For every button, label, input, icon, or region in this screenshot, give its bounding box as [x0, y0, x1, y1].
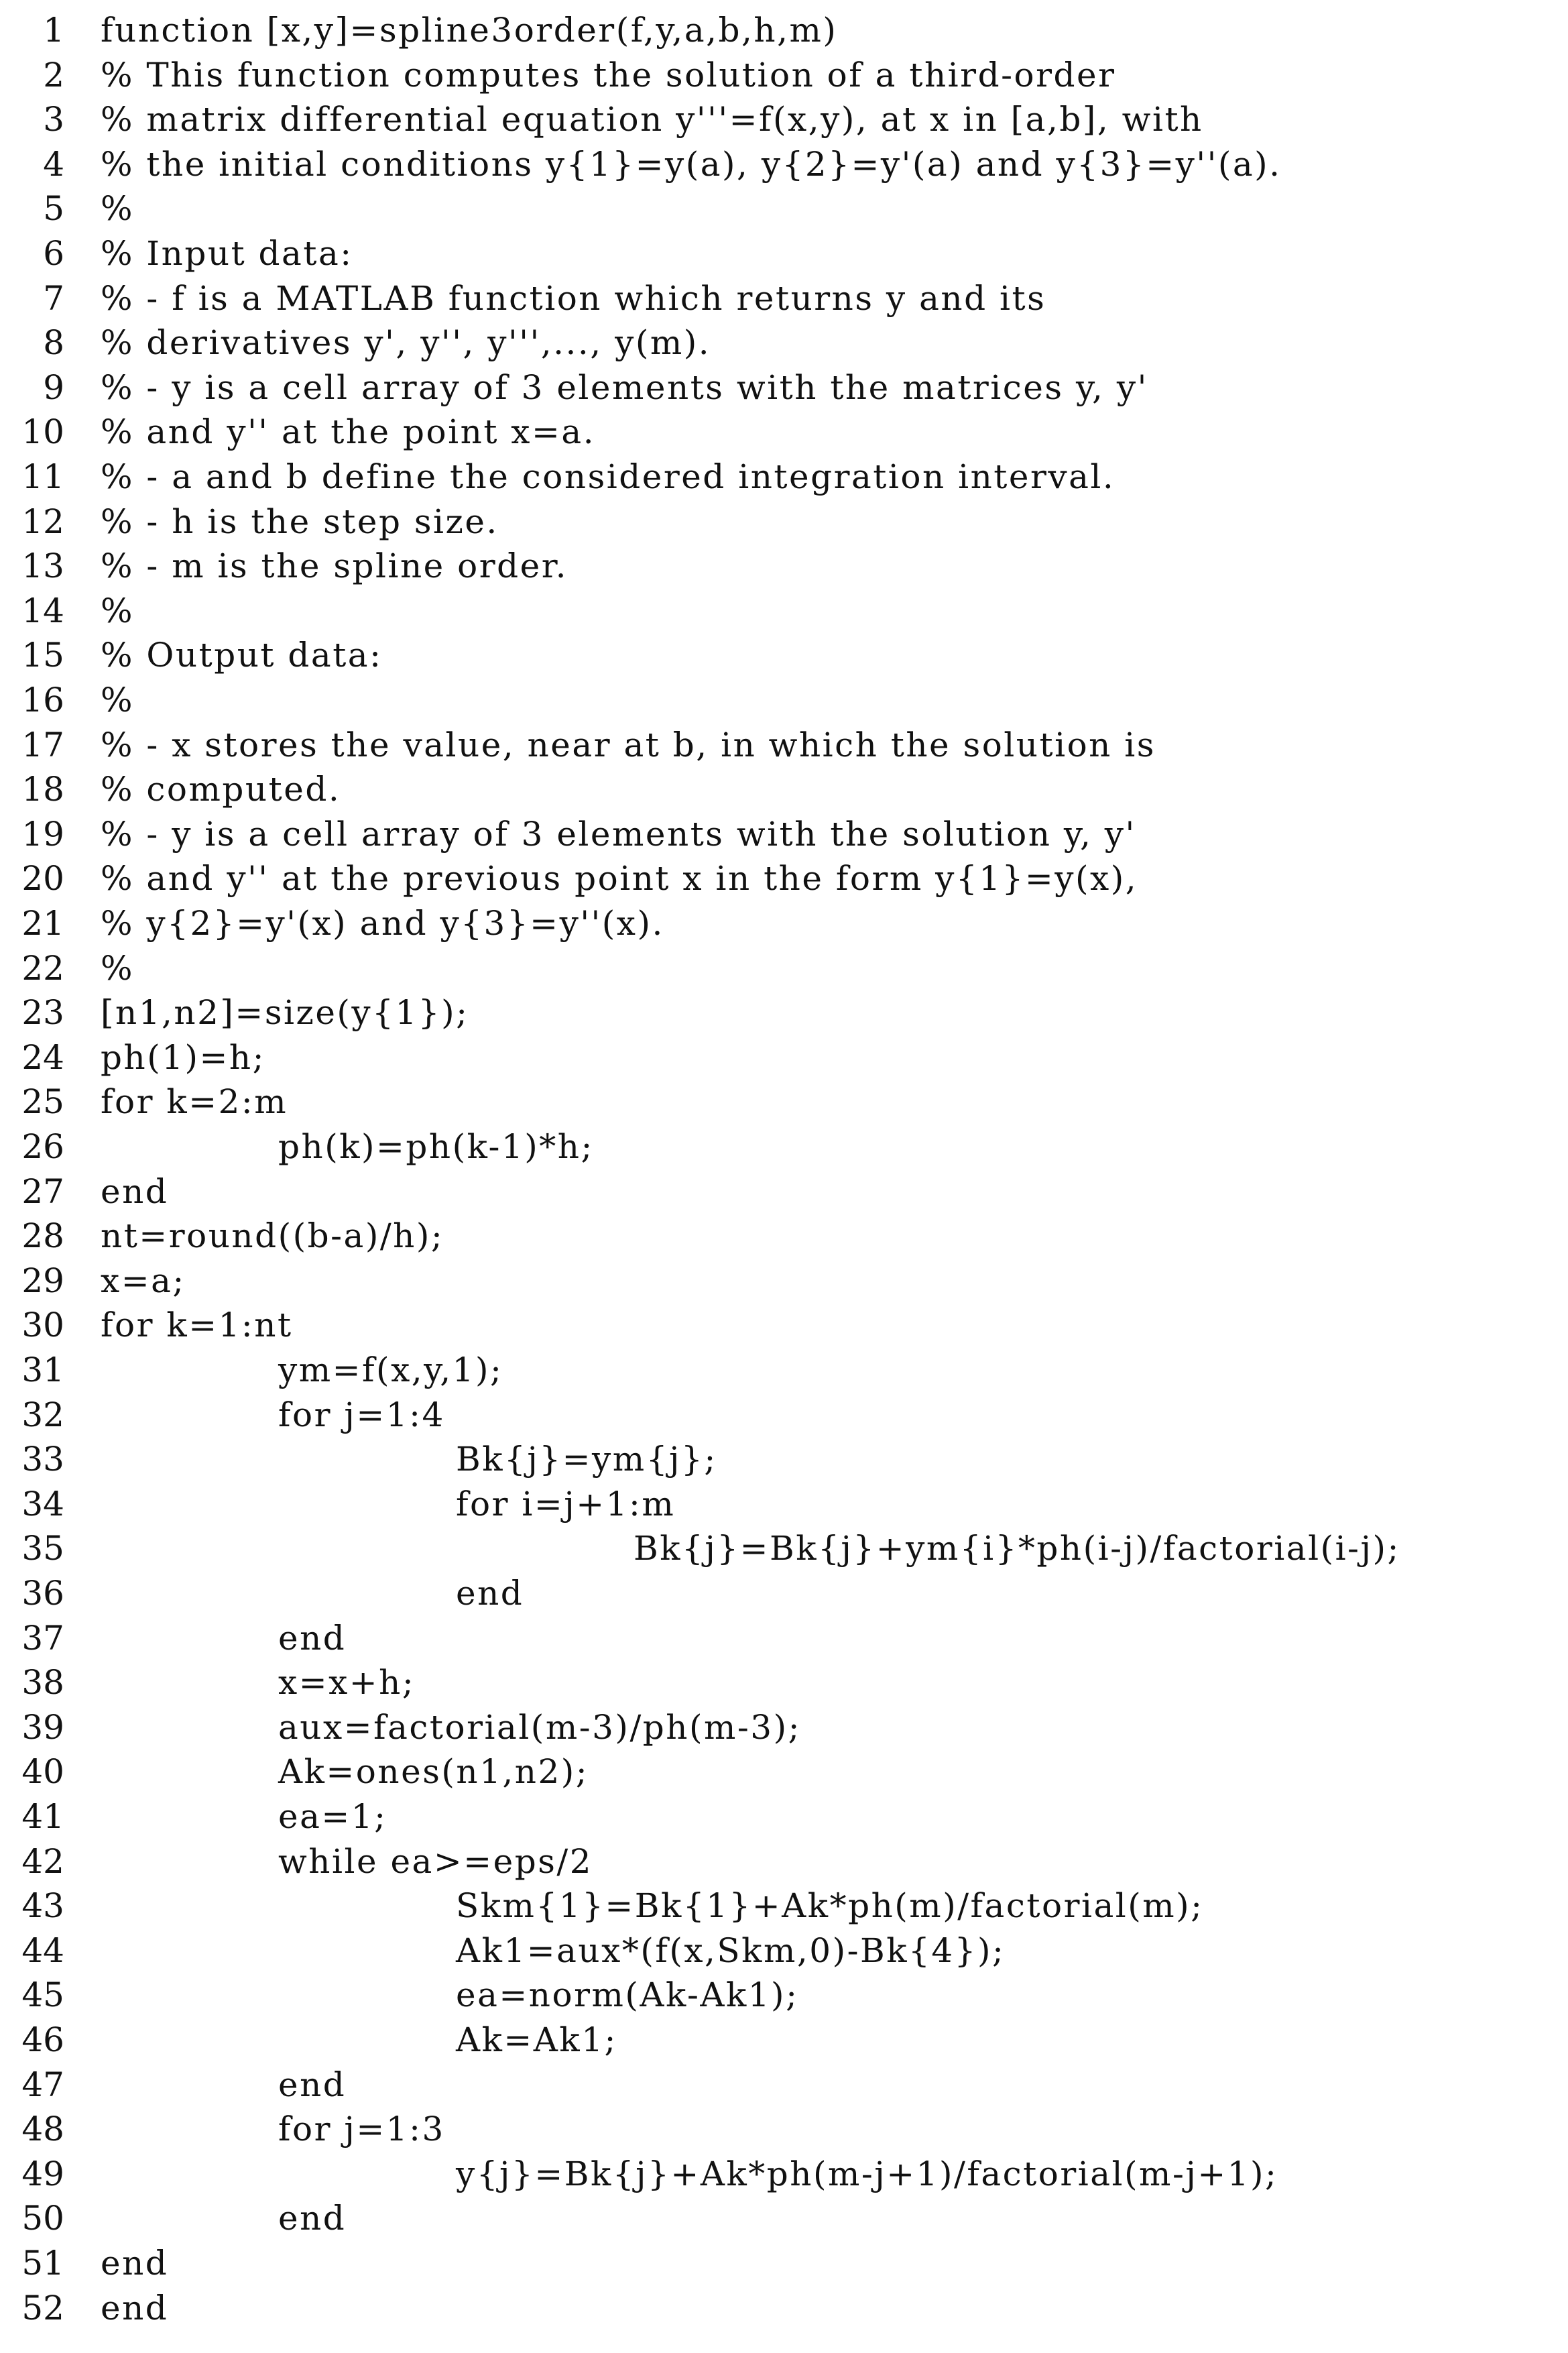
- code-line: [0, 97, 1568, 141]
- line-number: 10: [21, 412, 64, 452]
- code-line: [0, 8, 1568, 52]
- code-line: [0, 1794, 1568, 1839]
- code-line: [0, 1437, 1568, 1481]
- line-number: 29: [21, 1261, 64, 1300]
- code-text: % - x stores the value, near at b, in which the solution is: [101, 725, 1156, 764]
- code-line: [0, 1571, 1568, 1615]
- line-number: 14: [21, 591, 64, 630]
- code-line: [0, 2241, 1568, 2285]
- line-number: 16: [21, 681, 64, 720]
- line-number: 50: [21, 2199, 64, 2238]
- code-line: [0, 2152, 1568, 2196]
- code-text: [n1,n2]=size(y{1});: [101, 993, 469, 1033]
- line-number: 4: [43, 144, 64, 184]
- code-text: x=x+h;: [278, 1663, 416, 1703]
- line-number: 35: [21, 1529, 64, 1568]
- code-text: % derivatives y', y'', y''',..., y(m).: [101, 323, 711, 363]
- code-text: end: [456, 1574, 524, 1613]
- code-line: [0, 1080, 1568, 1124]
- line-number: 13: [21, 547, 64, 586]
- code-text: for j=1:3: [278, 2110, 445, 2149]
- line-number: 32: [21, 1395, 64, 1434]
- code-line: [0, 2063, 1568, 2107]
- code-line: [0, 2196, 1568, 2240]
- code-text: ph(k)=ph(k-1)*h;: [278, 1127, 594, 1166]
- code-text: % Input data:: [101, 234, 353, 273]
- line-number: 3: [43, 100, 64, 139]
- code-text: end: [278, 1618, 347, 1658]
- line-number: 2: [43, 55, 64, 95]
- line-number: 17: [21, 725, 64, 764]
- line-number: 5: [43, 189, 64, 229]
- line-number: 23: [21, 993, 64, 1033]
- line-number: 36: [21, 1574, 64, 1613]
- line-number: 34: [21, 1484, 64, 1524]
- code-line: [0, 365, 1568, 410]
- code-text: end: [101, 2244, 169, 2283]
- line-number: 51: [21, 2244, 64, 2283]
- code-line: [0, 1749, 1568, 1794]
- code-text: % - a and b define the considered integration interval.: [101, 457, 1115, 496]
- line-number: 44: [21, 1931, 64, 1970]
- code-line: [0, 856, 1568, 901]
- code-line: [0, 1169, 1568, 1214]
- line-number: 39: [21, 1707, 64, 1747]
- code-line: [0, 1973, 1568, 2017]
- code-line: [0, 1303, 1568, 1347]
- code-line: [0, 186, 1568, 231]
- line-number: 19: [21, 814, 64, 854]
- line-number: 11: [21, 457, 64, 496]
- code-text: function [x,y]=spline3order(f,y,a,b,h,m): [101, 11, 838, 50]
- code-line: [0, 1705, 1568, 1749]
- code-text: %: [101, 681, 135, 720]
- code-line: [0, 2286, 1568, 2330]
- line-number: 46: [21, 2020, 64, 2059]
- code-text: %: [101, 189, 135, 229]
- code-text: % y{2}=y'(x) and y{3}=y''(x).: [101, 904, 664, 943]
- code-line: [0, 1616, 1568, 1660]
- code-line: [0, 812, 1568, 856]
- line-number: 33: [21, 1440, 64, 1479]
- code-text: for k=2:m: [101, 1082, 288, 1122]
- code-text: % matrix differential equation y'''=f(x,y), at x in [a,b], with: [101, 100, 1203, 139]
- code-line: [0, 276, 1568, 321]
- code-text: Ak=Ak1;: [456, 2020, 617, 2059]
- code-line: [0, 53, 1568, 97]
- code-line: [0, 1929, 1568, 1973]
- line-number: 31: [21, 1351, 64, 1389]
- code-text: y{j}=Bk{j}+Ak*ph(m-j+1)/factorial(m-j+1);: [456, 2154, 1278, 2193]
- line-number: 30: [21, 1306, 64, 1345]
- line-number: 27: [21, 1171, 64, 1211]
- line-number: 6: [43, 234, 64, 273]
- code-text: % - y is a cell array of 3 elements with the matrices y, y': [101, 367, 1148, 407]
- code-text: ph(1)=h;: [101, 1037, 265, 1077]
- code-line: [0, 231, 1568, 276]
- line-number: 37: [21, 1618, 64, 1658]
- code-text: nt=round((b-a)/h);: [101, 1216, 444, 1256]
- code-line: [0, 723, 1568, 767]
- code-text: aux=factorial(m-3)/ph(m-3);: [278, 1707, 801, 1747]
- code-line: [0, 544, 1568, 588]
- code-line: [0, 633, 1568, 677]
- code-text: %: [101, 591, 135, 630]
- code-line: [0, 321, 1568, 365]
- line-number: 21: [21, 904, 64, 943]
- code-line: [0, 2107, 1568, 2151]
- code-line: [0, 589, 1568, 633]
- code-text: ea=1;: [278, 1797, 387, 1836]
- line-number: 52: [21, 2288, 64, 2328]
- code-text: % - h is the step size.: [101, 502, 499, 541]
- code-text: Bk{j}=ym{j};: [456, 1440, 717, 1479]
- code-line: [0, 410, 1568, 454]
- code-text: Ak1=aux*(f(x,Skm,0)-Bk{4});: [456, 1931, 1006, 1970]
- line-number: 9: [43, 367, 64, 407]
- code-line: [0, 1393, 1568, 1437]
- code-line: [0, 500, 1568, 544]
- code-line: [0, 1214, 1568, 1258]
- line-number: 1: [43, 11, 64, 50]
- code-text: end: [101, 2288, 169, 2328]
- line-number: 20: [21, 859, 64, 899]
- code-text: ym=f(x,y,1);: [278, 1351, 503, 1389]
- code-text: % Output data:: [101, 636, 383, 675]
- line-number: 28: [21, 1216, 64, 1256]
- line-number: 22: [21, 948, 64, 988]
- line-number: 18: [21, 770, 64, 809]
- code-text: ea=norm(Ak-Ak1);: [456, 1975, 799, 2015]
- code-line: [0, 1035, 1568, 1080]
- code-line: [0, 2018, 1568, 2062]
- line-number: 45: [21, 1975, 64, 2015]
- code-text: Ak=ones(n1,n2);: [278, 1752, 589, 1792]
- code-line: [0, 1259, 1568, 1303]
- code-line: [0, 767, 1568, 811]
- code-text: % - m is the spline order.: [101, 547, 568, 586]
- line-number: 15: [21, 636, 64, 675]
- code-line: [0, 946, 1568, 990]
- line-number: 48: [21, 2110, 64, 2149]
- code-line: [0, 678, 1568, 722]
- code-text: while ea>=eps/2: [278, 1841, 593, 1881]
- code-text: % and y'' at the previous point x in the form y{1}=y(x),: [101, 859, 1138, 899]
- code-line: [0, 142, 1568, 186]
- code-text: % - y is a cell array of 3 elements with the solution y, y': [101, 814, 1136, 854]
- code-text: end: [101, 1171, 169, 1211]
- code-line: [0, 1839, 1568, 1884]
- code-line: [0, 1884, 1568, 1928]
- code-line: [0, 1482, 1568, 1526]
- code-line: [0, 990, 1568, 1035]
- code-text: % the initial conditions y{1}=y(a), y{2}=y'(a) and y{3}=y''(a).: [101, 144, 1282, 184]
- code-line: [0, 1348, 1568, 1392]
- code-text: x=a;: [101, 1261, 186, 1300]
- line-number: 41: [21, 1797, 64, 1836]
- code-text: Bk{j}=Bk{j}+ym{i}*ph(i-j)/factorial(i-j);: [634, 1529, 1400, 1568]
- code-text: for i=j+1:m: [456, 1484, 676, 1524]
- line-number: 26: [21, 1127, 64, 1166]
- code-text: for j=1:4: [278, 1395, 445, 1434]
- line-number: 24: [21, 1037, 64, 1077]
- code-line: [0, 1125, 1568, 1169]
- code-text: Skm{1}=Bk{1}+Ak*ph(m)/factorial(m);: [456, 1886, 1204, 1926]
- code-line: [0, 901, 1568, 945]
- code-text: % and y'' at the point x=a.: [101, 412, 596, 452]
- code-line: [0, 1660, 1568, 1705]
- line-number: 42: [21, 1841, 64, 1881]
- code-text: end: [278, 2199, 347, 2238]
- line-number: 40: [21, 1752, 64, 1792]
- line-number: 7: [43, 278, 64, 318]
- line-number: 49: [21, 2154, 64, 2193]
- code-text: % This function computes the solution of a third-order: [101, 55, 1116, 95]
- code-text: % computed.: [101, 770, 341, 809]
- line-number: 12: [21, 502, 64, 541]
- code-line: [0, 1526, 1568, 1570]
- line-number: 43: [21, 1886, 64, 1926]
- line-number: 38: [21, 1663, 64, 1703]
- code-line: [0, 455, 1568, 499]
- code-text: %: [101, 948, 135, 988]
- code-text: end: [278, 2065, 347, 2104]
- code-text: % - f is a MATLAB function which returns y and its: [101, 278, 1046, 318]
- code-text: for k=1:nt: [101, 1306, 293, 1345]
- line-number: 8: [43, 323, 64, 363]
- line-number: 25: [21, 1082, 64, 1122]
- line-number: 47: [21, 2065, 64, 2104]
